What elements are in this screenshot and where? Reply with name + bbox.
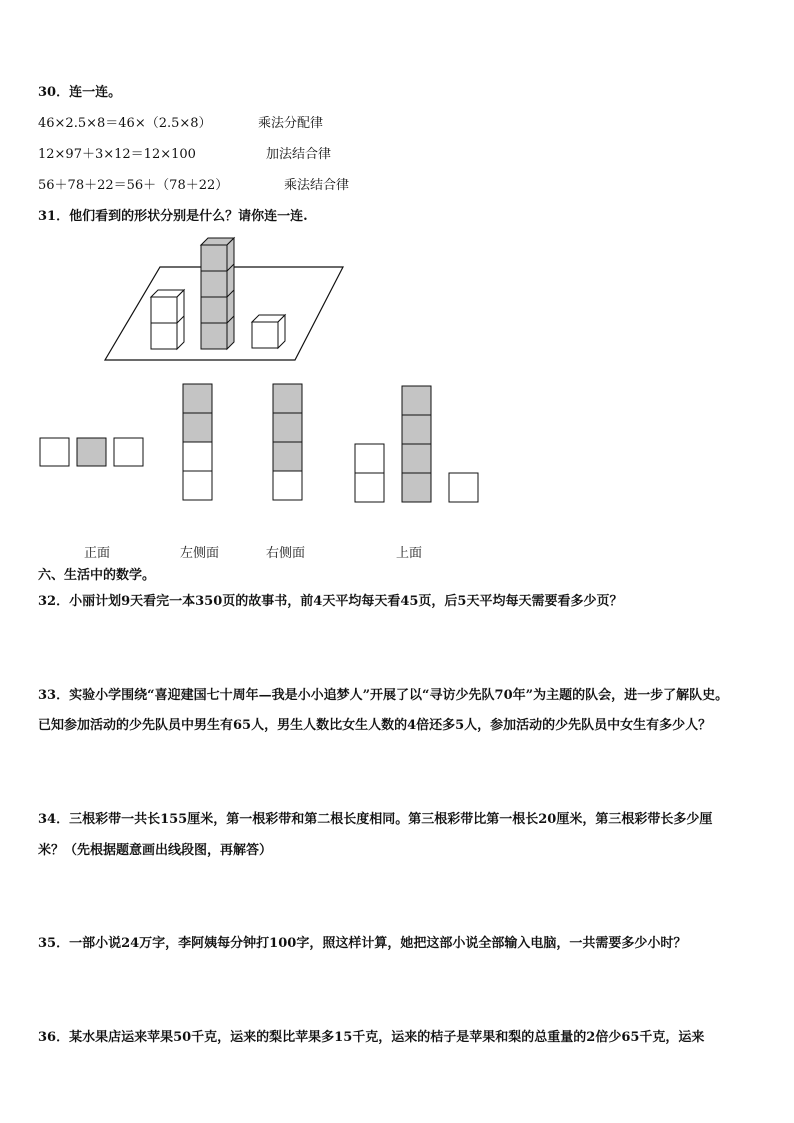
view-option-column-3gray bbox=[273, 384, 302, 500]
q30-law-1: 乘法分配律 bbox=[258, 116, 324, 131]
q30-law-2: 加法结合律 bbox=[266, 147, 332, 162]
q36-text: 36．某水果店运来苹果50千克，运来的梨比苹果多15千克，运来的桔子是苹果和梨的总重量的2倍少65千克，运来 bbox=[38, 1030, 705, 1045]
q30-expr-2: 12×97＋3×12＝12×100 bbox=[38, 147, 196, 162]
q32-text: 32．小丽计划9天看完一本350页的故事书，前4天平均每天看45页，后5天平均每天需要看多少页？ bbox=[38, 594, 623, 609]
view-label-top: 上面 bbox=[396, 546, 423, 561]
view-option-row bbox=[40, 438, 143, 466]
q34-line2: 米？（先根据题意画出线段图，再解答） bbox=[38, 843, 273, 858]
q33-line2: 已知参加活动的少先队员中男生有65人，男生人数比女生人数的4倍还多5人，参加活动的少先队员中女生有多少人？ bbox=[38, 718, 712, 733]
q30-expr-3: 56＋78＋22＝56＋（78＋22） bbox=[38, 178, 229, 193]
view-option-column-2gray bbox=[183, 384, 212, 500]
view-label-front: 正面 bbox=[84, 546, 111, 561]
section6-title: 六、生活中的数学。 bbox=[38, 568, 156, 583]
view-label-left: 左侧面 bbox=[180, 546, 220, 561]
q34-line1: 34．三根彩带一共长155厘米，第一根彩带和第二根长度相同。第三根彩带比第一根长20厘米，第三根彩带长多少厘 bbox=[38, 812, 713, 827]
view-label-right: 右侧面 bbox=[266, 546, 306, 561]
cube-stack-4 bbox=[201, 238, 234, 349]
view-option-three-stacks bbox=[355, 386, 478, 502]
q35-text: 35．一部小说24万字，李阿姨每分钟打100字，照这样计算，她把这部小说全部输入电脑，一共需要多少小时？ bbox=[38, 936, 687, 951]
q30-title: 30．连一连。 bbox=[38, 85, 122, 100]
q33-line1: 33．实验小学围绕“喜迎建国七十周年—我是小小追梦人”开展了以“寻访少先队70年”为主题的队会，进一步了解队史。 bbox=[38, 688, 729, 703]
q30-law-3: 乘法结合律 bbox=[284, 178, 350, 193]
cube-single bbox=[252, 315, 285, 348]
q31-title: 31．他们看到的形状分别是什么？请你连一连. bbox=[38, 209, 308, 224]
q30-expr-1: 46×2.5×8＝46×（2.5×8） bbox=[38, 116, 212, 131]
cube-stack-2 bbox=[151, 290, 184, 349]
